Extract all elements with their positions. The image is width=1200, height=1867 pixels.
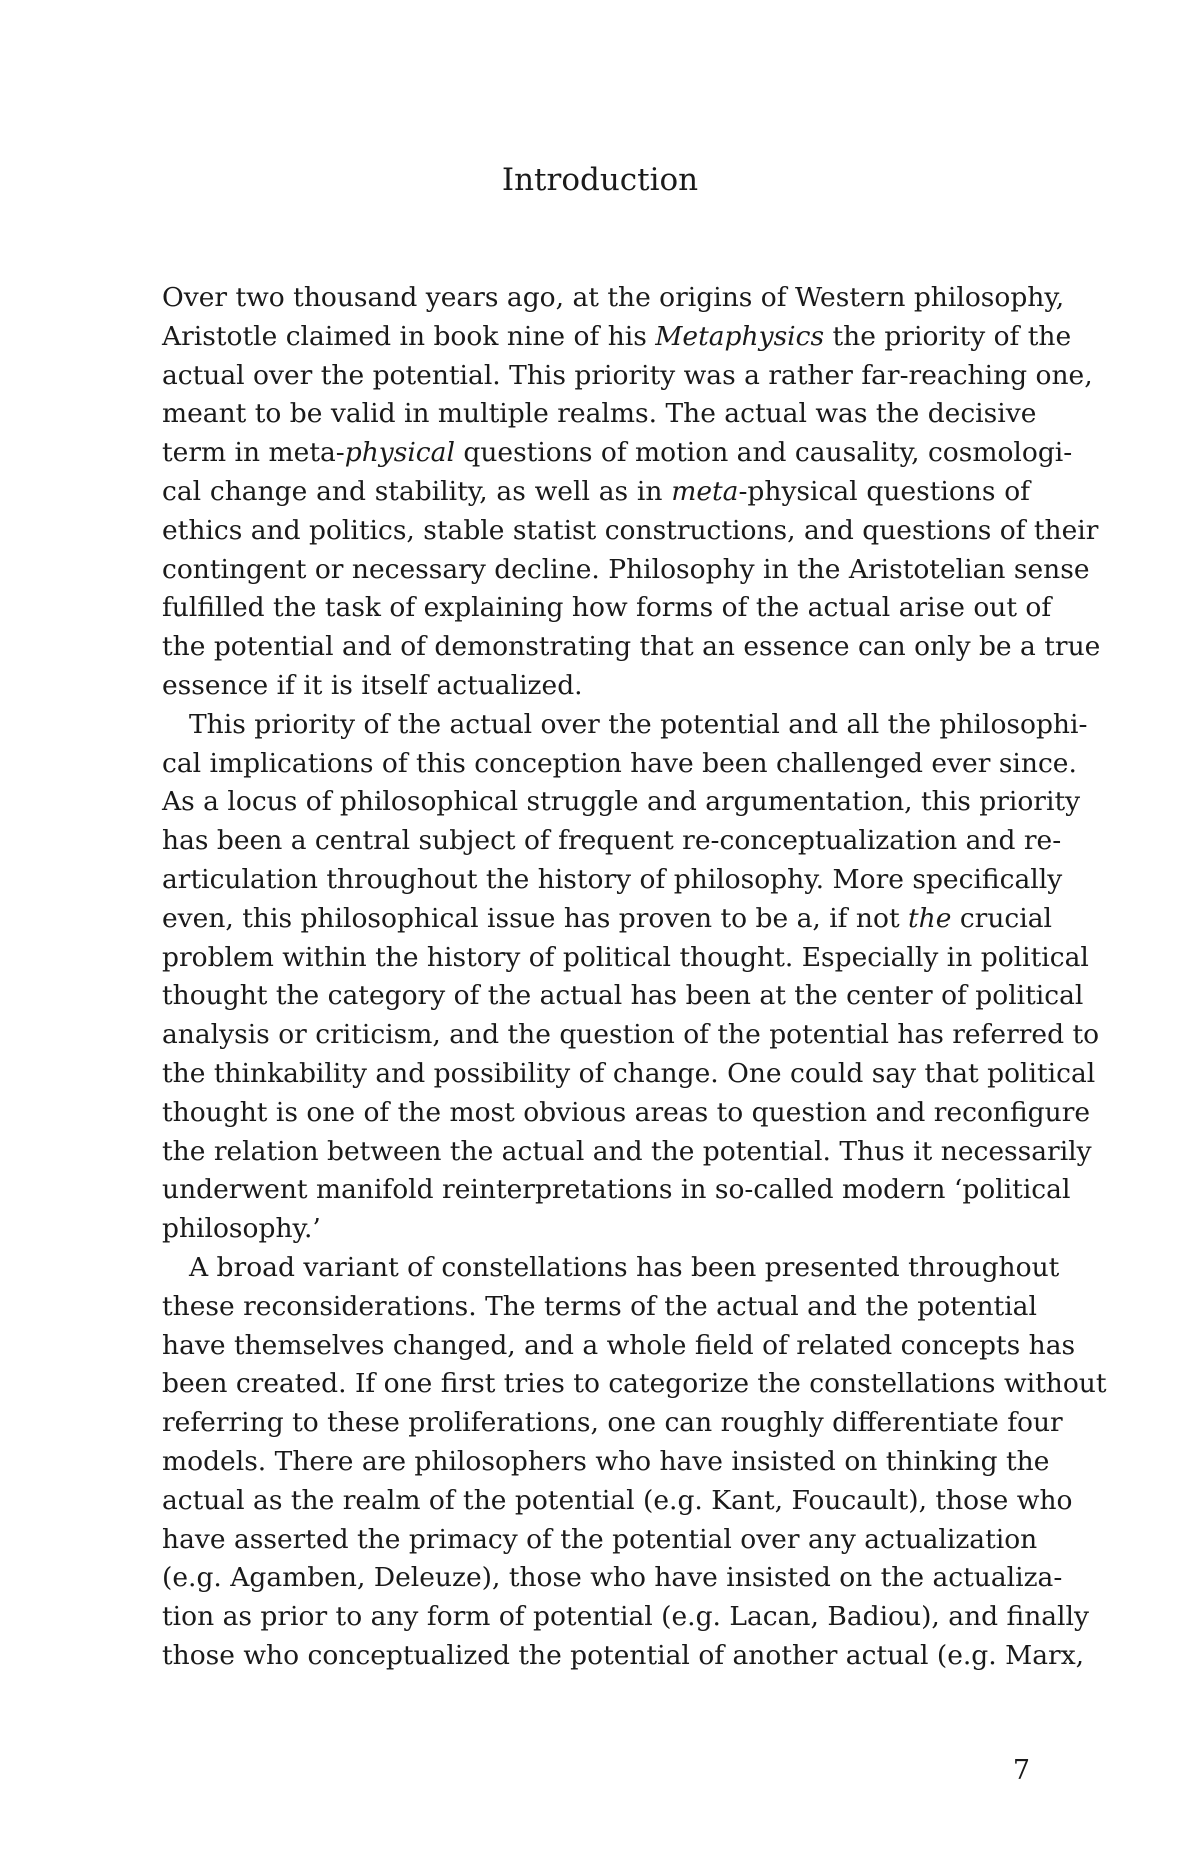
text-line: A broad variant of constellations has been presented throughout	[189, 1251, 1060, 1283]
text-line: the relation between the actual and the potential. Thus it necessarily	[162, 1135, 1092, 1167]
text-line: problem within the history of political thought. Especially in political	[162, 941, 1089, 973]
text-line: cal implications of this conception have been challenged ever since.	[162, 747, 1077, 779]
text-line: these reconsiderations. The terms of the actual and the potential	[162, 1290, 1037, 1322]
text-line: Aristotle claimed in book nine of his Metaphysics the priority of the	[162, 320, 1072, 352]
text-line: This priority of the actual over the potential and all the philosophi-	[189, 708, 1088, 740]
italic-text: Metaphysics	[655, 320, 825, 352]
text-line: the thinkability and possibility of change. One could say that political	[162, 1057, 1096, 1089]
text-line: meant to be valid in multiple realms. The actual was the decisive	[162, 398, 1037, 430]
text-line: have asserted the primacy of the potential over any actualization	[162, 1523, 1038, 1555]
text-line: have themselves changed, and a whole field of related concepts has	[162, 1329, 1076, 1361]
italic-text: meta	[671, 475, 739, 507]
text-line: been created. If one first tries to categorize the constellations without	[162, 1368, 1107, 1400]
text-line: contingent or necessary decline. Philosophy in the Aristotelian sense	[162, 553, 1090, 585]
text-line: underwent manifold reinterpretations in so-called modern ‘political	[162, 1174, 1071, 1206]
italic-text: the	[908, 902, 952, 934]
text-line: has been a central subject of frequent re-conceptualization and re-	[162, 825, 1062, 857]
text-line: referring to these proliferations, one can roughly differentiate four	[162, 1407, 1063, 1439]
text-line: fulfilled the task of explaining how forms of the actual arise out of	[162, 592, 1052, 624]
paragraph	[162, 279, 1101, 706]
text-line: actual over the potential. This priority was a rather far-reaching one,	[162, 359, 1093, 391]
text-line: term in meta-physical questions of motion and causality, cosmologi-	[162, 437, 1073, 469]
text-line: analysis or criticism, and the question of the potential has referred to	[162, 1019, 1100, 1051]
text-line: thought the category of the actual has been at the center of political	[162, 980, 1084, 1012]
text-line: Over two thousand years ago, at the origins of Western philosophy,	[162, 282, 1065, 313]
text-line: ethics and politics, stable statist constructions, and questions of their	[162, 514, 1099, 546]
text-line: cal change and stability, as well as in meta-physical questions of	[162, 475, 1030, 507]
paragraph	[162, 706, 1100, 1249]
text-line: those who conceptualized the potential of another actual (e.g. Marx,	[162, 1639, 1085, 1671]
text-line: philosophy.’	[162, 1213, 321, 1245]
italic-text: physical	[344, 437, 455, 469]
text-line: (e.g. Agamben, Deleuze), those who have insisted on the actualiza-	[162, 1562, 1063, 1594]
page-number: 7	[1012, 1755, 1030, 1786]
body-text	[162, 279, 1107, 1676]
paragraph	[162, 1249, 1107, 1676]
text-line: models. There are philosophers who have insisted on thinking the	[162, 1445, 1050, 1477]
text-line: articulation throughout the history of philosophy. More specifically	[162, 863, 1063, 895]
text-line: actual as the realm of the potential (e.g. Kant, Foucault), those who	[162, 1484, 1073, 1516]
text-line: tion as prior to any form of potential (e.g. Lacan, Badiou), and finally	[162, 1601, 1089, 1633]
text-line: As a locus of philosophical struggle and argumentation, this priority	[162, 786, 1081, 818]
text-line: even, this philosophical issue has proven to be a, if not the crucial	[162, 902, 1053, 934]
text-line: thought is one of the most obvious areas to question and reconfigure	[162, 1096, 1091, 1128]
text-line: the potential and of demonstrating that an essence can only be a true	[162, 631, 1101, 663]
text-line: essence if it is itself actualized.	[162, 669, 583, 701]
chapter-title: Introduction	[501, 162, 699, 198]
